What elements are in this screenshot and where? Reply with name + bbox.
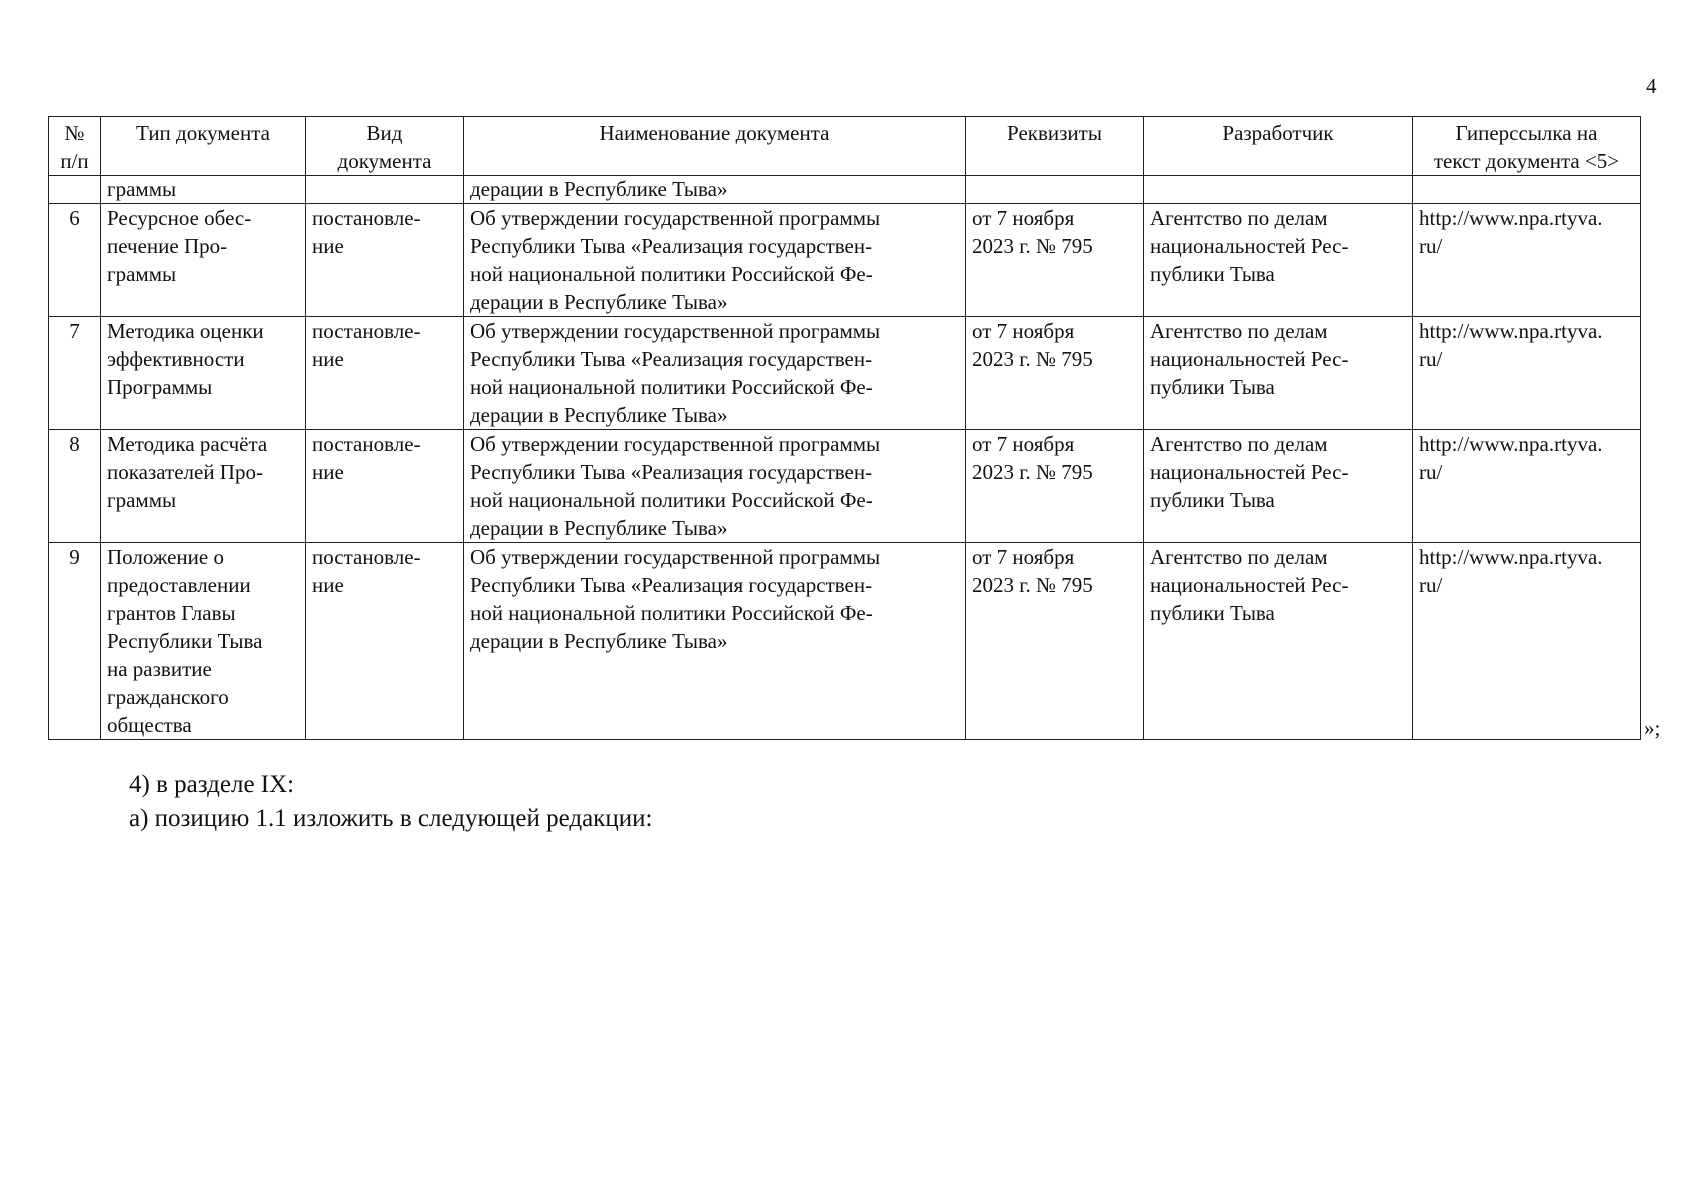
table-cell: дерации в Республике Тыва» [464,176,966,204]
paragraph-position-1-1: а) позицию 1.1 изложить в следующей редакции: [129,805,653,832]
column-header-doc-kind: Вид документа [306,117,464,176]
table-cell [49,176,101,204]
developer-cell: Агентство по делам национальностей Рес- публики Тыва [1144,317,1413,430]
row-number: 6 [49,204,101,317]
doc-name-cell: Об утверждении государственной программы Республики Тыва «Реализация государствен- ной национальной политики Российской Фе- дерации в Республике Тыва» [464,543,966,740]
hyperlink-cell: http://www.npa.rtyva. ru/ [1413,317,1641,430]
row-number: 9 [49,543,101,740]
hyperlink-cell: http://www.npa.rtyva. ru/ [1413,430,1641,543]
table-row [49,430,1641,543]
column-header-number: № п/п [49,117,101,176]
developer-cell: Агентство по делам национальностей Рес- публики Тыва [1144,204,1413,317]
details-cell: от 7 ноября 2023 г. № 795 [966,430,1144,543]
table-cell [306,176,464,204]
column-header-doc-type: Тип документа [101,117,306,176]
table-row [49,204,1641,317]
hyperlink-cell: http://www.npa.rtyva. ru/ [1413,204,1641,317]
closing-quote-mark: »; [1644,716,1661,740]
details-cell: от 7 ноября 2023 г. № 795 [966,317,1144,430]
developer-cell: Агентство по делам национальностей Рес- публики Тыва [1144,430,1413,543]
row-number: 8 [49,430,101,543]
column-header-doc-name: Наименование документа [464,117,966,176]
doc-kind-cell: постановле- ние [306,430,464,543]
doc-kind-cell: постановле- ние [306,317,464,430]
doc-type-cell: Методика расчёта показателей Про- граммы [101,430,306,543]
table-row [49,317,1641,430]
doc-type-cell: Положение о предоставлении грантов Главы Республики Тыва на развитие гражданского общества [101,543,306,740]
doc-kind-cell: постановле- ние [306,204,464,317]
doc-name-cell: Об утверждении государственной программы Республики Тыва «Реализация государствен- ной национальной политики Российской Фе- дерации в Республике Тыва» [464,430,966,543]
column-header-details: Реквизиты [966,117,1144,176]
column-header-developer: Разработчик [1144,117,1413,176]
documents-table [48,116,1641,740]
doc-name-cell: Об утверждении государственной программы Республики Тыва «Реализация государствен- ной национальной политики Российской Фе- дерации в Республике Тыва» [464,204,966,317]
paragraph-section-ix: 4) в разделе IX: [129,771,295,798]
table-cell: граммы [101,176,306,204]
details-cell: от 7 ноября 2023 г. № 795 [966,204,1144,317]
developer-cell: Агентство по делам национальностей Рес- публики Тыва [1144,543,1413,740]
column-header-hyperlink: Гиперссылка на текст документа <5> [1413,117,1641,176]
table-header-row [49,117,1641,176]
page-number: 4 [1646,74,1657,98]
table-cell [966,176,1144,204]
doc-name-cell: Об утверждении государственной программы Республики Тыва «Реализация государствен- ной национальной политики Российской Фе- дерации в Республике Тыва» [464,317,966,430]
row-number: 7 [49,317,101,430]
details-cell: от 7 ноября 2023 г. № 795 [966,543,1144,740]
hyperlink-cell: http://www.npa.rtyva. ru/ [1413,543,1641,740]
doc-kind-cell: постановле- ние [306,543,464,740]
table-continuation-row [49,176,1641,204]
table-cell [1144,176,1413,204]
table-cell [1413,176,1641,204]
doc-type-cell: Методика оценки эффективности Программы [101,317,306,430]
table-row [49,543,1641,740]
doc-type-cell: Ресурсное обес- печение Про- граммы [101,204,306,317]
